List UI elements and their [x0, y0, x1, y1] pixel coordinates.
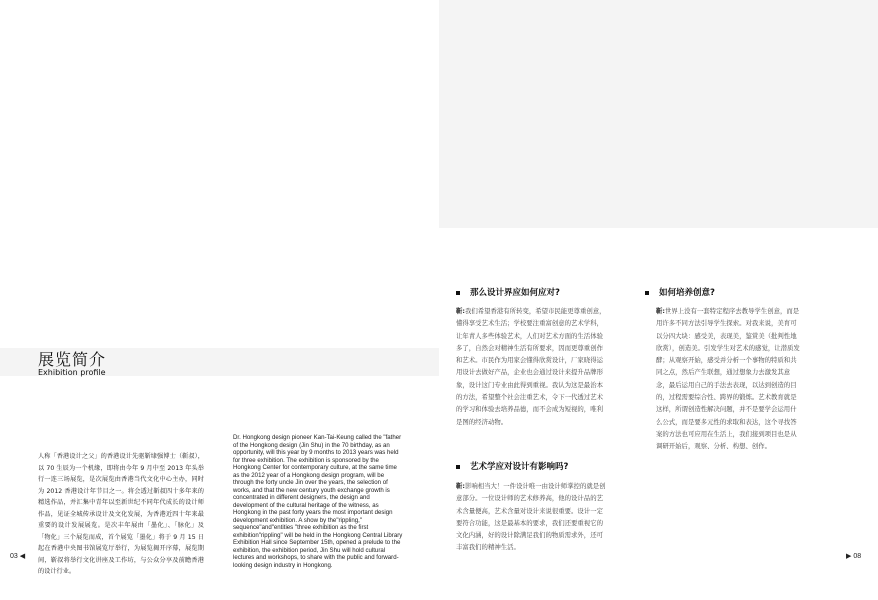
page-number-left: 03 ◀	[10, 553, 26, 560]
answer-lead-2: 靳:	[456, 482, 465, 490]
question-heading-2-label: 艺术学应对设计有影响吗?	[470, 462, 569, 472]
answer-paragraph-2	[456, 480, 608, 554]
answer-paragraph-1	[456, 305, 608, 428]
answer-lead-1: 靳:	[456, 307, 465, 315]
answer-text-3: 世界上没有一套特定程序去教导学生创意，而是用许多不同方法引导学生探索。对我来说，美育可以分四大块：感受美，表现美，鉴赏美（批判性地欣赏），创造美。引发学生对艺术的感觉，让潜质发酵；从观察开始，感受并分析一个事物的特质和共同之点，然后产生联想，通过想象力去激发其意念，最后运用自己的手法去表现，以达到创造的目的，过程需要综合性、跨界的锻炼。艺术教育就是这样，所谓创造性解决问题，并不是要学会运用什么公式，而是要多元性的求取和表达，这个寻找答案的方法也可应用在生活上，我们接到项目也是从调研开始后，观察、分析、构想、创作。	[656, 307, 800, 451]
question-heading-1	[456, 286, 560, 298]
square-bullet-icon	[456, 465, 460, 469]
answer-lead-3: 靳:	[656, 307, 665, 315]
square-bullet-icon	[456, 291, 460, 295]
page-title: 展览简介	[38, 350, 107, 369]
question-heading-3	[645, 286, 715, 298]
page-subtitle: Exhibition profile	[38, 368, 106, 377]
answer-text-1: 我们希望香港有所转变，希望市民能更尊重创意，懂得享受艺术生活；学校要注重富创意的艺术学科，让年青人多些体验艺术，人们对艺术方面的生活体验多了，自然会对精神生活有所要求，因而更尊重创作和艺术。市民作为用家会懂得欣赏设计，厂家晓得运用设计去做好产品，企业也会通过设计来提升品牌形象，设计这门专业由此得到重视。我认为这是最治本的方法，希望整个社会注重艺术，令下一代透过艺术的学习和体验去培养品德，而不会成为短视的，唯利是图的经济动物。	[456, 307, 606, 426]
square-bullet-icon	[645, 291, 649, 295]
chinese-body-text: 人称「香港设计之父」的香港设计先驱靳埭强博士（靳叔），以 70 生辰为一个机缘，即将由今年 9 月中至 2013 年头举行一连三场展览，是次展览由香港当代文化中心主办，同时为 2012 香港设计年节目之一。将会透过靳叔四十多年来的精选作品，并汇集中青年以至新世纪不同年代成长的设计师作品，见证全城传承设计及文化发展，为香港近四十年来最重要的设计发展展览。是次丰年展由「墨化」、「脉化」及「物化」三个展览而成，首个展览「墨化」将于 9 月 15 日起在香港中央图书馆展览厅举行，为展览揭开序幕，展览期间，靳叔将举行文化讲座及工作坊，与公众分享及前瞻香港的设计行业。	[38, 453, 204, 575]
english-body-text: Dr. Hongkong design pioneer Kan-Tai-Keung called the "father of the Hongkong design (Jin Shu) in the 70 birthday, as an opportunity, will this year by 9 months to 2013 years was held for three exhibition. The exhibition is sponsored by the Hongkong Center for contemporary culture, at the same time as the 2012 year of a Hongkong design program, will be through the forty uncle Jin over the years, the selection of works, and that the new century youth exchange growth is concentrated in different designers, the design and development of the cultural heritage of the witness, as Hongkong in the past forty years the most important design development exhibition. A show by the"rippling," sequence"and"entities "three exhibition as the first exhibition"rippling" will be held in the Hongkong Central Library Exhibition Hall since September 15th, opened a prelude to the exhibition, the exhibition period, Jin Shu will hold cultural lectures and workshops, to share with the public and forward-looking design industry in Hongkong.	[233, 434, 403, 569]
question-heading-1-label: 那么设计界应如何应对?	[470, 288, 560, 298]
answer-text-2: 影响相当大！一件设计唯一由设计师掌控的就是创意部分。一位设计师的艺术修养高，他的设计品的艺术含量便高，艺术含量对设计来说很重要。设计一定要符合功能，这是最基本的要求，我们还要重视它的文化内涵，好的设计除满足我们的物质需求外，还可丰富我们的精神生活。	[456, 482, 606, 552]
image-placeholder-block	[439, 0, 878, 228]
question-heading-3-label: 如何培养创意?	[659, 288, 715, 298]
question-heading-2	[456, 460, 568, 472]
page-number-right: ▶ 08	[846, 553, 862, 560]
answer-paragraph-3	[656, 305, 802, 453]
